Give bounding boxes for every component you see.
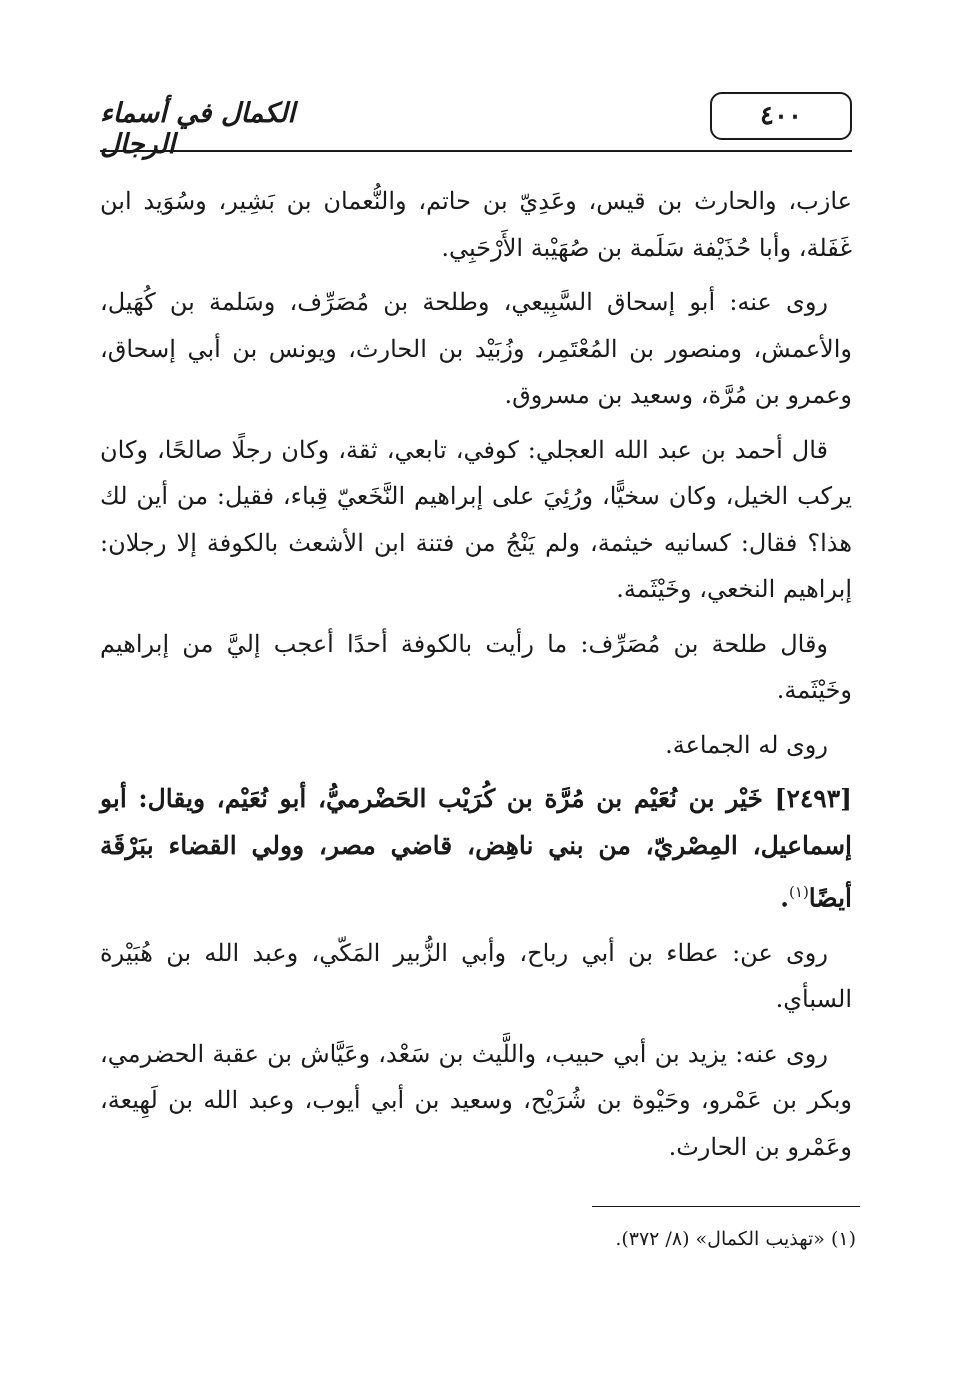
entry-heading — [100, 776, 852, 922]
footnote-rule — [592, 1206, 860, 1207]
page-header — [100, 92, 852, 160]
paragraph: عازب، والحارث بن قيس، وعَدِيّ بن حاتم، والنُّعمان بن بَشِير، وسُوَيد ابن غَفَلة، وأبا حُذَيْفة سَلَمة بن صُهَيْبة الأَرْحَبِي. — [100, 187, 852, 262]
entry-heading-text: [٢٤٩٣] خَيْر بن نُعَيْم بن مُرَّة بن كُرَيْب الحَضْرميُّ، أبو نُعَيْم، ويقال: أبو إسماعيل، المِصْريّ، من بني ناهِض، قاضي مصر، وولي القضاء ببَرْقَة أيضًا — [100, 784, 852, 913]
paragraph: روى عنه: يزيد بن أبي حبيب، واللَّيث بن سَعْد، وعَيَّاش بن عقبة الحضرمي، وبكر بن عَمْرو، وحَيْوة بن شُرَيْح، وسعيد بن أبي أيوب، وعبد الله بن لَهِيعة، وعَمْرو بن الحارث. — [100, 1039, 852, 1161]
footnote-marker: (١) — [789, 883, 809, 901]
running-title: الكمال في أسماء الرجال — [100, 98, 295, 160]
paragraph: روى عن: عطاء بن أبي رباح، وأبي الزُّبير المَكّي، وعبد الله بن هُبَيْرة السبأي. — [100, 938, 852, 1014]
paragraph: قال أحمد بن عبد الله العجلي: كوفي، تابعي، ثقة، وكان رجلًا صالحًا، وكان يركب الخيل، وكان سخيًّا، ورُئِيَ على إبراهيم النَّخَعيّ قِباء، فقيل: من أين لك هذا؟ فقال: كسانيه خيثمة، ولم يَنْجُ من فتنة ابن الأشعث بالكوفة إلا رجلان: إبراهيم النخعي، وخَيْثَمة. — [100, 435, 852, 603]
header-rule — [100, 150, 852, 152]
paragraph: روى له الجماعة. — [665, 730, 828, 759]
paragraph: روى عنه: أبو إسحاق السَّبِيعي، وطلحة بن مُصَرِّف، وسَلمة بن كُهَيل، والأعمش، ومنصور بن المُعْتَمِر، وزُبَيْد بن الحارث، ويونس بن أبي إسحاق، وعمرو بن مُرَّة، وسعيد بن مسروق. — [100, 288, 852, 409]
paragraph: وقال طلحة بن مُصَرِّف: ما رأيت بالكوفة أحدًا أعجب إليَّ من إبراهيم وخَيْثَمة. — [100, 629, 852, 704]
page-number: ٤٠٠ — [710, 92, 852, 140]
page-body — [100, 178, 852, 1178]
entry-heading-end: . — [780, 883, 790, 913]
footnote: (١) «تهذيب الكمال» (٨/ ٣٧٢). — [615, 1228, 856, 1250]
